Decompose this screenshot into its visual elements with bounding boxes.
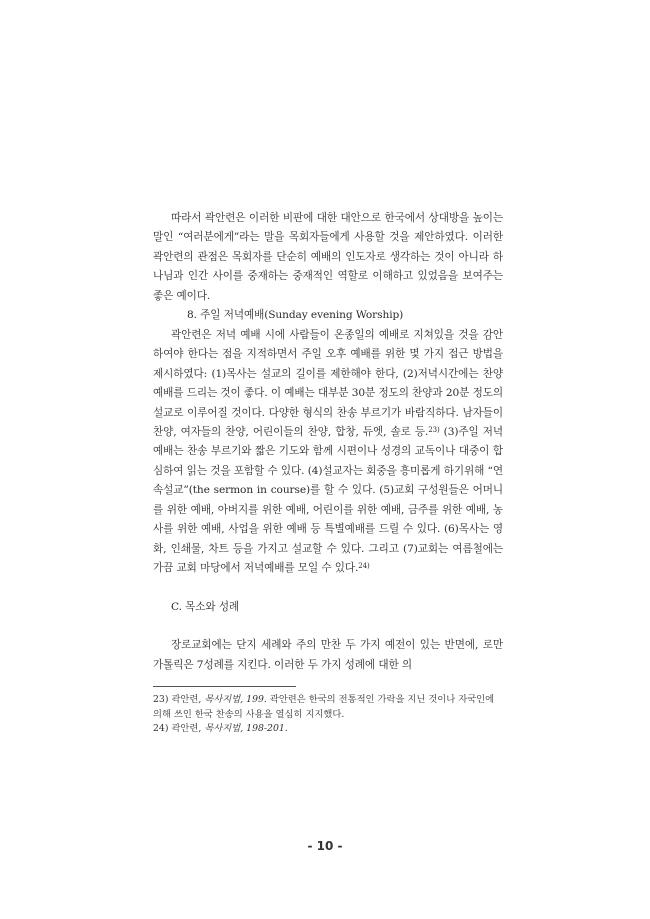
paragraph-2: [153, 326, 503, 579]
footnote-ref-24[interactable]: 24): [358, 562, 370, 571]
footnote-23-author: 곽안련,: [171, 694, 202, 705]
paragraph-3: 장로교회에는 단지 세례와 주의 만찬 두 가지 예전이 있는 반면에, 로만 가톨릭은 7성례를 지킨다. 이러한 두 가지 성례에 대한 의: [153, 639, 503, 671]
body-text: [153, 209, 503, 675]
footnote-24-title: 목사지법,: [204, 723, 244, 734]
subheading-sunday-evening-worship: 8. 주일 저녁예배(Sunday evening Worship): [187, 309, 404, 322]
footnote-24-page: 198-201.: [246, 723, 288, 734]
footnote-24-author: 곽안련,: [171, 723, 202, 734]
section-heading-c: C. 목소와 성례: [171, 600, 240, 613]
footnote-23-text: 곽안련은 한국의 전통적인 가락을 지닌 것이나 자국인에 의해 쓰인 한국 찬송의 사용을 열심히 지지했다.: [153, 694, 495, 720]
paragraph-2-part-b: (3)주일 저녁예배는 찬송 부르기와 짧은 기도와 함께 시편이나 성경의 교독이나 대중이 합심하여 읽는 것을 포함할 수 있다. (4)설교자는 회중을 흥미롭게 하기위해 “연속설교”(the sermon in course)를 할 수 있다. (5)교회 구성원들은 어머니를 위한 예배, 아버지를 위한 예배, 어린이를 위한 예배, 금주를 위한 예배, 농사를 위한 예배, 사업을 위한 예배 등 특별예배를 드릴 수 있다. (6)목사는 영화, 인쇄물, 차트 등을 가지고 설교할 수 있다. 그리고 (7)교회는 여름철에는 가끔 교회 마당에서 저녁예배를 모일 수 있다.: [153, 425, 503, 575]
footnote-24: [153, 722, 503, 737]
footnote-23-number: 23): [153, 694, 169, 705]
page-number: - 10 -: [307, 839, 343, 853]
footnote-23: [153, 693, 503, 722]
footnote-divider: [153, 686, 296, 687]
footnote-23-title: 목사지법,: [204, 694, 244, 705]
paragraph-2-part-a: 곽안련은 저녁 예배 시에 사람들이 온종일의 예배로 지쳐있을 것을 감안하여야 한다는 점을 지적하면서 주일 오후 예배를 위한 몇 가지 접근 방법을 제시하였다: (1)목사는 설교의 길이를 제한해야 한다, (2)저녁시간에는 찬양 예배를 드리는 것이 좋다. 이 예배는 대부분 30분 정도의 찬양과 20분 정도의 설교로 이루어질 것이다. 다양한 형식의 찬송 부르기가 바람직하다. 남자들이 찬양, 여자들의 찬양, 어린이들의 찬양, 합창, 듀엣, 솔로 등.: [153, 328, 503, 438]
footnotes: [153, 693, 503, 737]
footnote-23-page: 199.: [246, 694, 267, 705]
footnote-ref-23[interactable]: 23): [428, 425, 440, 434]
paragraph-1: 따라서 곽안련은 이러한 비판에 대한 대안으로 한국에서 상대방을 높이는 말인 “여러분에게”라는 말을 목회자들에게 사용할 것을 제안하였다. 이러한 곽안련의 관점은 목회자를 단순히 예배의 인도자로 생각하는 것이 아니라 하나님과 인간 사이를 중재하는 중재적인 역할로 이해하고 있었음을 보여주는 좋은 예이다.: [153, 212, 503, 302]
footnote-24-number: 24): [153, 723, 169, 734]
